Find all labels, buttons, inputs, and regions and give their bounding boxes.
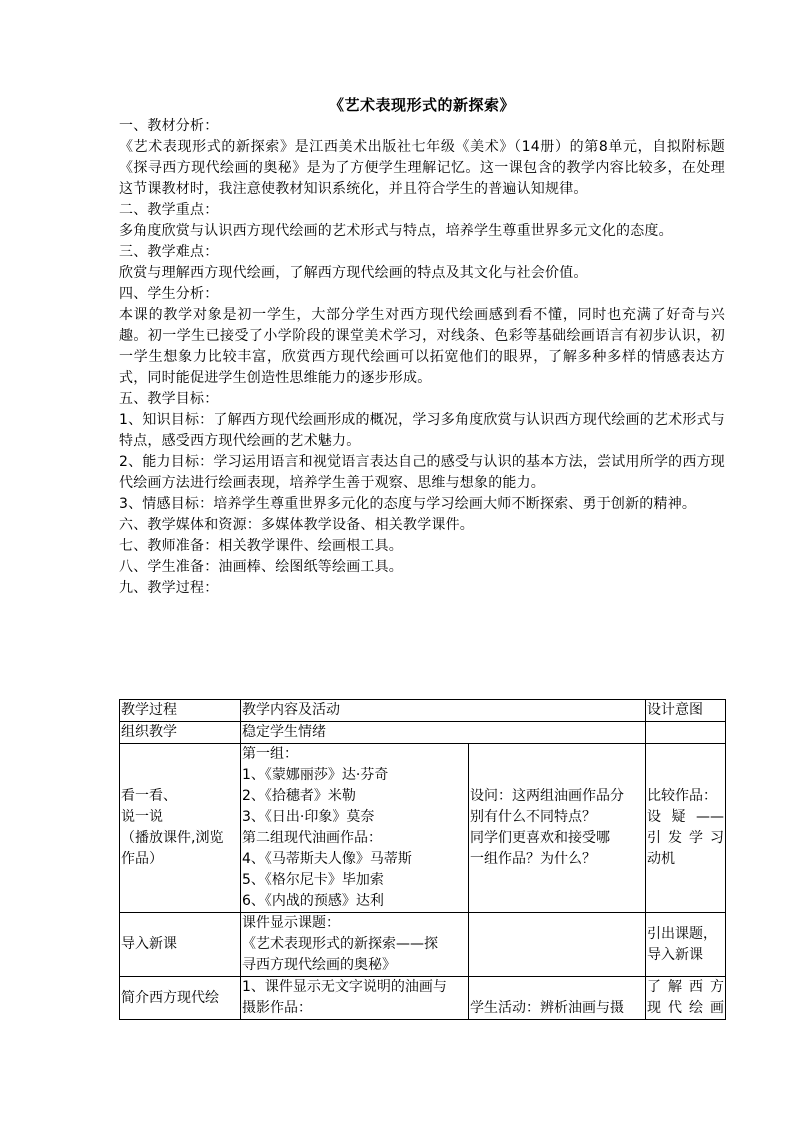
row3-content (241, 913, 469, 977)
goal-knowledge: 1、知识目标：了解西方现代绘画形成的概况，学习多角度欣赏与认识西方现代绘画的艺术形式与特点，感受西方现代绘画的艺术魅力。 (119, 412, 725, 449)
header-stage: 教学过程 (120, 700, 241, 722)
row2-stage-line: 看一看、 (121, 788, 177, 804)
section-heading-9: 九、教学过程： (119, 580, 219, 596)
row2-intent-line: 比较作品： (647, 788, 717, 804)
row2-content (241, 744, 469, 913)
row3-intent-line: 引出课题， (647, 925, 717, 942)
section-text-1: 《艺术表现形式的新探索》是江西美术出版社七年级《美术》（14册）的第8单元，自拟附标题《探寻西方现代绘画的奥秘》是为了方便学生理解记忆。这一课包含的教学内容比较多，在处理这节课教材时，我注意使教材知识系统化，并且符合学生的普遍认知规律。 (119, 139, 725, 197)
section-teacher-prep: 七、教师准备：相关教学课件、绘画根工具。 (119, 538, 403, 554)
header-intent: 设计意图 (646, 700, 726, 722)
row2-activity-line: 别有什么不同特点？ (470, 809, 596, 825)
artwork-list-item: 第一组： (242, 746, 298, 762)
artwork-list-item: 5、《格尔尼卡》毕加索 (242, 872, 384, 888)
row2-intent-line: 设 疑 —— (647, 809, 724, 825)
row3-content-line: 《艺术表现形式的新探索——探 (242, 936, 438, 952)
row4-content-line: 摄影作品： (242, 1000, 312, 1016)
document-body (119, 95, 725, 599)
artwork-list-item: 第二组现代油画作品： (242, 830, 382, 846)
artwork-list-item: 3、《日出·印象》莫奈 (242, 809, 375, 825)
section-heading-5: 五、教学目标： (119, 391, 219, 407)
section-heading-2: 二、教学重点： (119, 202, 219, 218)
row2-stage-line: （播放课件,浏览 (121, 830, 224, 846)
row1-content: 稳定学生情绪 (241, 722, 646, 744)
row4-content-line: 1、课件显示无文字说明的油画与 (242, 979, 447, 995)
row1-stage: 组织教学 (120, 722, 241, 744)
row4-intent (646, 977, 726, 1020)
artwork-list-item: 1、《蒙娜丽莎》达·芬奇 (242, 767, 389, 783)
section-student-prep: 八、学生准备：油画棒、绘图纸等绘画工具。 (119, 559, 403, 575)
section-text-2: 多角度欣赏与认识西方现代绘画的艺术形式与特点，培养学生尊重世界多元文化的态度。 (119, 223, 673, 239)
row2-activity (469, 744, 646, 913)
row4-activity-line: 学生活动：辨析油画与摄 (470, 1000, 624, 1016)
row1-intent (646, 722, 726, 744)
row4-intent-line: 了 解 西 方 (647, 979, 724, 995)
row2-activity-line: 一组作品？为什么？ (470, 851, 596, 867)
teaching-process-table (119, 699, 726, 1020)
row4-stage: 简介西方现代绘 (120, 977, 241, 1020)
section-text-3: 欣赏与理解西方现代绘画，了解西方现代绘画的特点及其文化与社会价值。 (119, 265, 588, 281)
row2-activity-line: 设问：这两组油画作品分 (470, 788, 624, 804)
table-row (120, 977, 726, 1020)
row3-activity (469, 913, 646, 977)
row3-content-line: 寻西方现代绘画的奥秘》 (242, 957, 396, 973)
section-heading-1: 一、教材分析： (119, 118, 219, 134)
goal-emotion: 3、情感目标：培养学生尊重世界多元化的态度与学习绘画大师不断探索、勇于创新的精神。 (119, 496, 697, 512)
row3-stage: 导入新课 (120, 913, 241, 977)
table-row (120, 744, 726, 913)
table-header-row (120, 700, 726, 722)
row4-activity (469, 977, 646, 1020)
row2-stage-line: 作品） (121, 851, 163, 867)
row2-stage (120, 744, 241, 913)
row3-content-line: 课件显示课题： (242, 915, 340, 931)
row2-stage-line: 说一说 (121, 809, 163, 825)
goal-ability: 2、能力目标：学习运用语言和视觉语言表达自己的感受与认识的基本方法，尝试用所学的西方现代绘画方法进行绘画表现，培养学生善于观察、思维与想象的能力。 (119, 454, 725, 491)
row3-intent-line: 导入新课 (647, 946, 703, 963)
row2-activity-line: 同学们更喜欢和接受哪 (470, 830, 610, 846)
document-title: 《艺术表现形式的新探索》 (328, 96, 515, 114)
artwork-list-item: 2、《拾穗者》米勒 (242, 788, 356, 804)
artwork-list-item: 4、《马蒂斯夫人像》马蒂斯 (242, 851, 412, 867)
row4-content (241, 977, 469, 1020)
header-content: 教学内容及活动 (241, 700, 646, 722)
row2-intent-line: 引 发 学 习 (647, 830, 724, 846)
row3-intent (646, 913, 726, 977)
table-row (120, 913, 726, 977)
table-row (120, 722, 726, 744)
section-text-4: 本课的教学对象是初一学生，大部分学生对西方现代绘画感到看不懂，同时也充满了好奇与兴趣。初一学生已接受了小学阶段的课堂美术学习，对线条、色彩等基础绘画语言有初步认识，初一学生想象力比较丰富，欣赏西方现代绘画可以拓宽他们的眼界，了解多种多样的情感表达方式，同时能促进学生创造性思维能力的逐步形成。 (119, 307, 725, 386)
row2-intent-line: 动机 (647, 851, 675, 867)
row4-intent-line: 现 代 绘 画 (647, 1000, 724, 1016)
row2-intent (646, 744, 726, 913)
section-heading-3: 三、教学难点： (119, 244, 219, 260)
section-media: 六、教学媒体和资源：多媒体教学设备、相关教学课件。 (119, 517, 474, 533)
section-heading-4: 四、学生分析： (119, 286, 219, 302)
artwork-list-item: 6、《内战的预感》达利 (242, 893, 384, 909)
